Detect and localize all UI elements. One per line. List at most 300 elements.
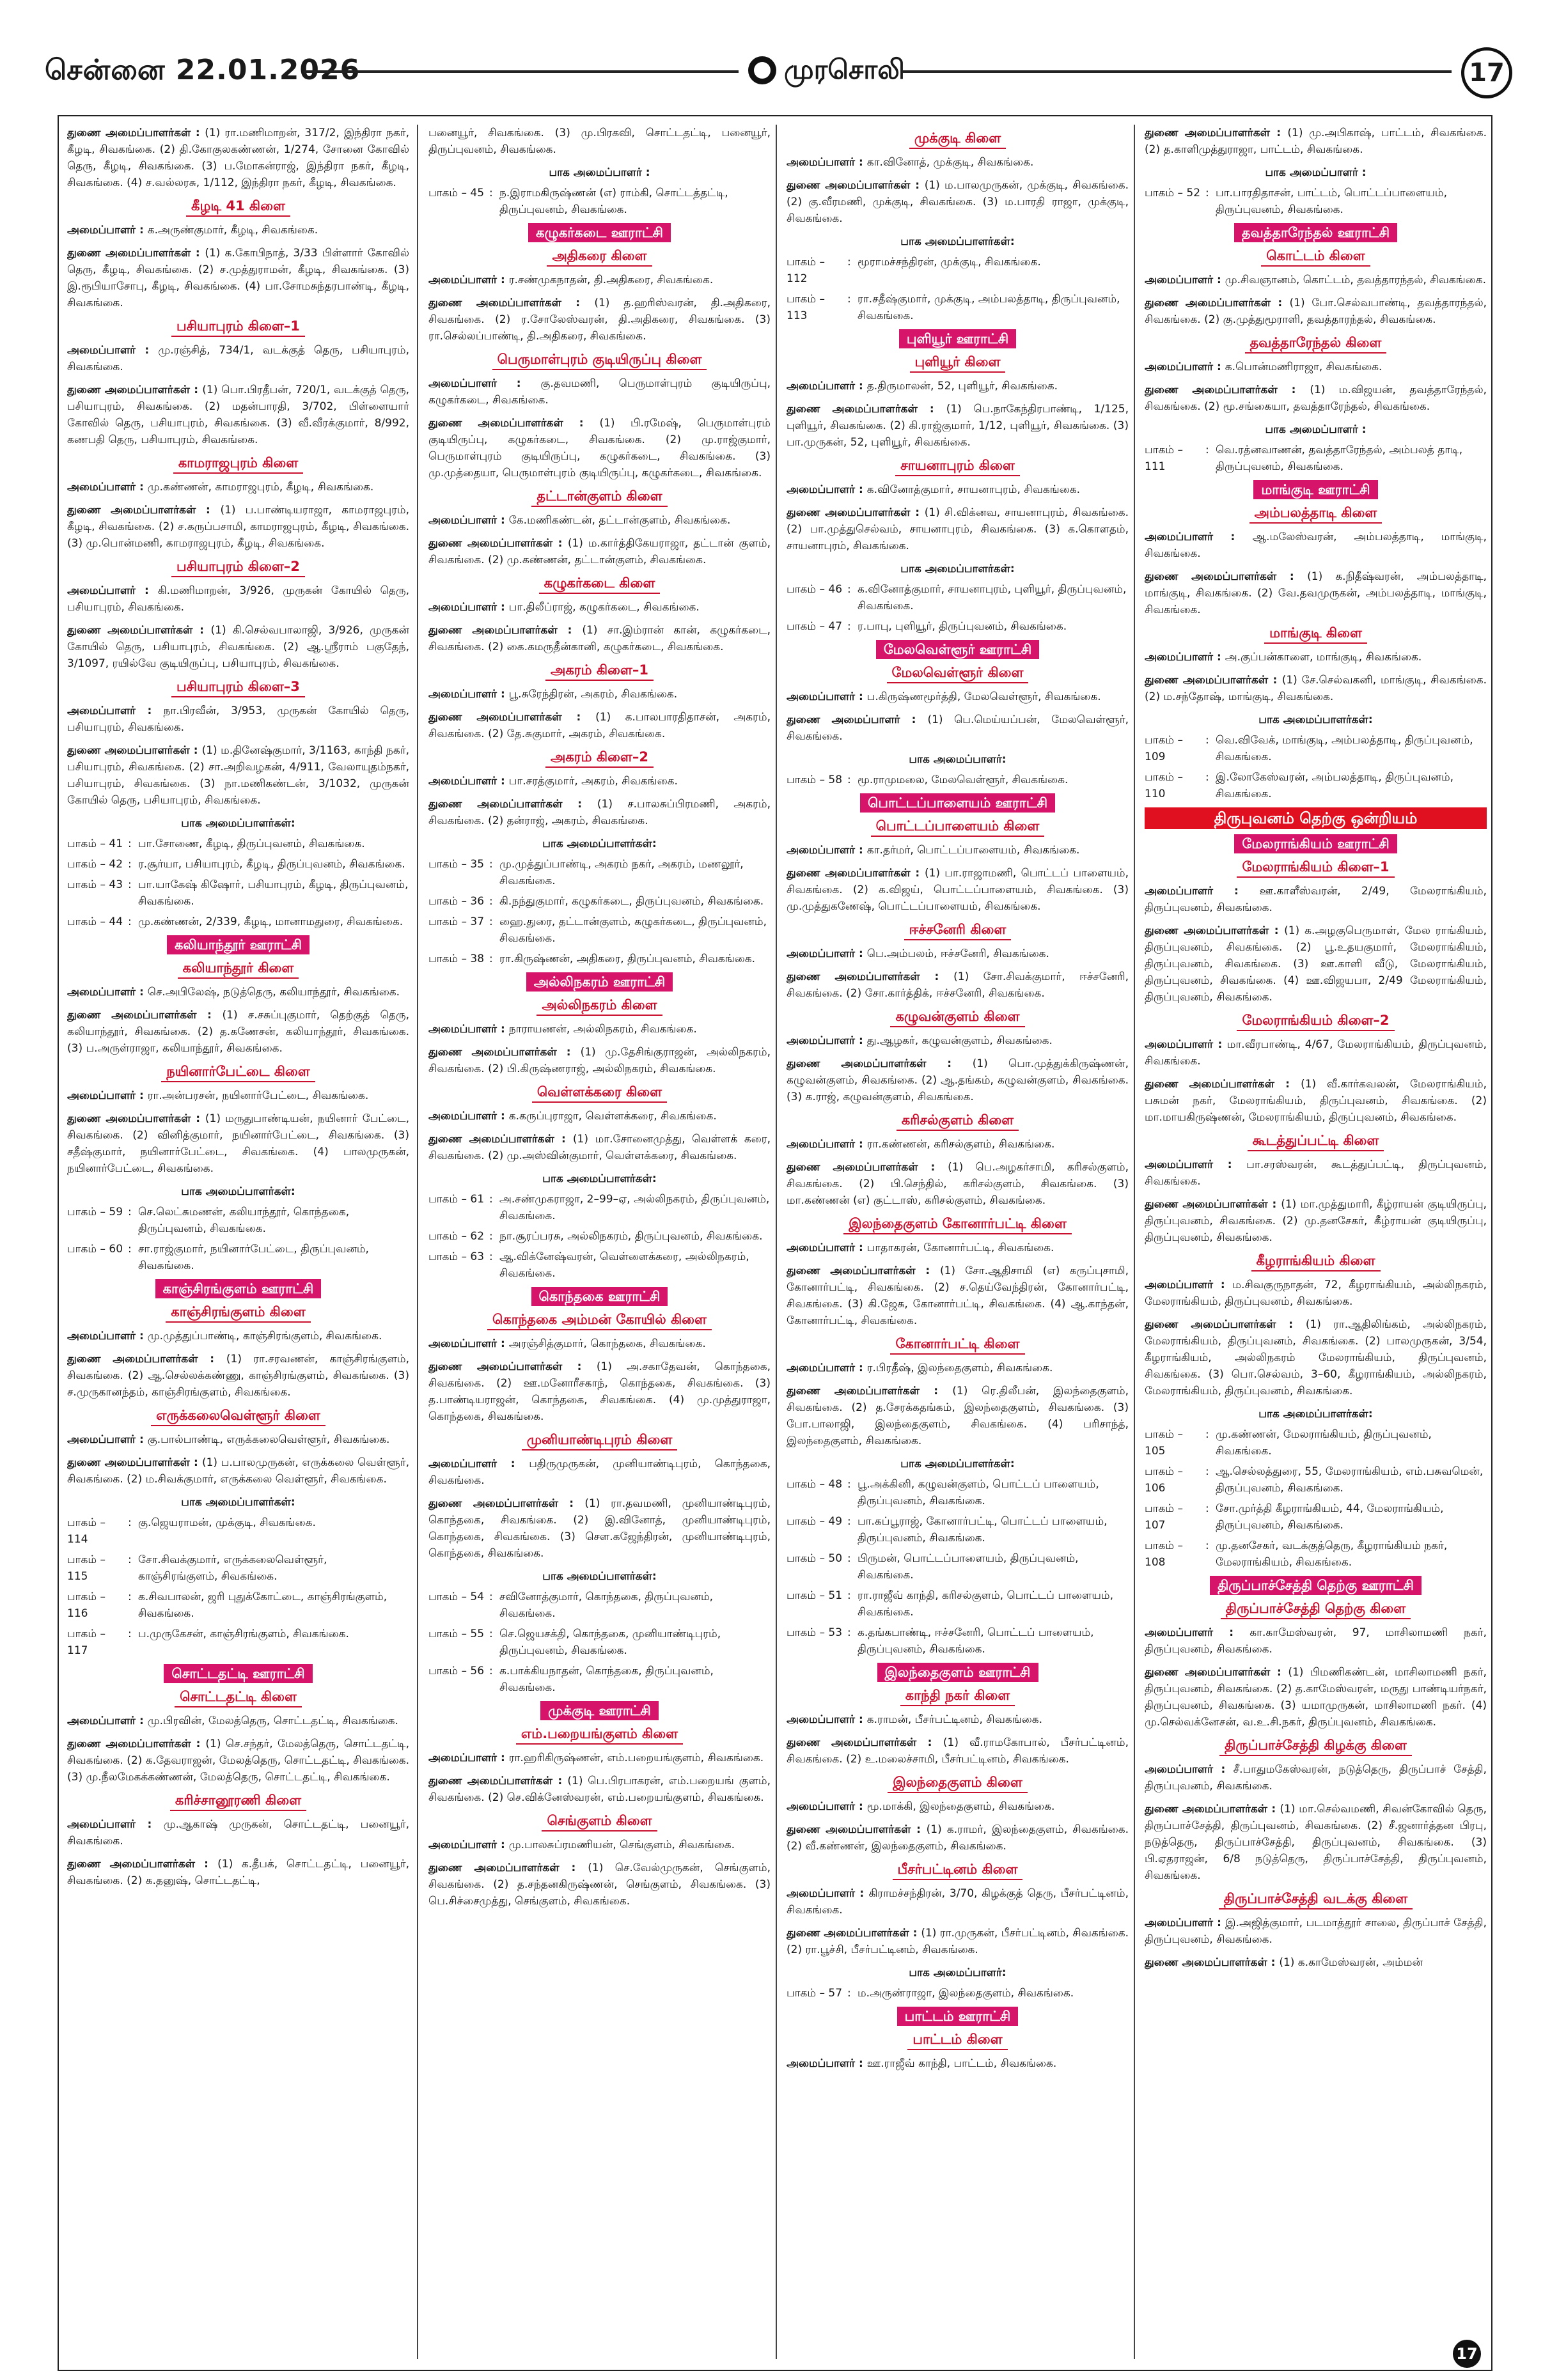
role-label: துணை அமைப்பாளர்கள் — [787, 1927, 909, 1940]
role-separator: : — [855, 1138, 867, 1151]
section-subheading: பாக அமைப்பாளர்கள்: — [1258, 713, 1373, 726]
officer-entry — [67, 1856, 409, 1889]
role-separator: : — [189, 744, 202, 757]
officer-entry — [428, 375, 771, 408]
role-label: துணை அமைப்பாளர்கள் — [428, 1775, 553, 1787]
entry-text: (1) சோ.ஆதிசாமி (எ) கருப்புசாமி, கோனார்பட்டி, சிவகங்கை. (2) ச.தெய்வேந்திரன், கோனார்பட்டி, சிவகங்கை. (3) கி.ஜேசு, கோனார்பட்டி, சிவகங்கை. (4) ஆ.காந்தன், கோனார்பட்டி, சிவகங்கை. — [787, 1264, 1129, 1327]
booth-number: பாகம் – 38 — [428, 953, 485, 965]
role-label: அமைப்பாளர் — [67, 224, 136, 237]
entry-text: பாதாகரன், கோனார்பட்டி, சிவகங்கை. — [866, 1241, 1054, 1254]
entry-text: (1) க.பாலபாரதிதாசன், அகரம், சிவகங்கை. (2) தே.சுகுமார், அகரம், சிவகங்கை. — [428, 711, 771, 740]
entry-text: மு.பிரவின், மேலத்தெரு, சொட்டதட்டி, சிவகங்கை. — [147, 1715, 398, 1727]
booth-number: பாகம் – 108 — [1145, 1539, 1183, 1569]
officer-entry — [787, 504, 1129, 554]
role-label: துணை அமைப்பாளர்கள் — [428, 297, 562, 309]
agent-details: மு.தனசேகர், வடக்குத்தெரு, கீழராங்கியம் நகர், மேலராங்கியம், சிவகங்கை. — [1216, 1539, 1448, 1569]
branch-heading-wrap — [67, 455, 409, 474]
branch-heading: கீழடி 41 கிளை — [186, 198, 290, 217]
role-label: துணை அமைப்பாளர்கள் — [428, 1133, 554, 1146]
role-label: அமைப்பாளர் — [787, 1362, 856, 1374]
officer-entry — [1145, 1156, 1487, 1190]
officer-entry — [428, 1044, 771, 1077]
entry-text: (1) பெ.மெய்யப்பன், மேலவெள்ளூர், சிவகங்கை. — [787, 713, 1129, 743]
officer-entry — [787, 401, 1129, 451]
branch-heading: திருப்பாச்சேத்தி தெற்கு கிளை — [1221, 1600, 1411, 1619]
booth-number: பாகம் – 52 — [1145, 187, 1201, 199]
colon-separator: : — [489, 1250, 493, 1263]
agent-details: பூ.அக்கினி, கழுவன்குளம், பொட்டப் பாளையம், திருப்புவனம், சிவகங்கை. — [858, 1478, 1099, 1507]
agent-details: க.தங்கபாண்டி, ஈச்சனேரி, பொட்டப் பாளையம், திருப்புவனம், சிவகங்கை. — [858, 1626, 1094, 1656]
colon-separator: : — [489, 1193, 493, 1206]
role-label: துணை அமைப்பாளர்கள் — [67, 1112, 191, 1125]
entry-text: (1) சோ.சிவக்குமார், ஈச்சனேரி, சிவகங்கை. (2) சோ.கார்த்திக், ஈச்சனேரி, சிவகங்கை. — [787, 970, 1129, 1000]
entry-text: மு.ரஞ்சித், 734/1, வடக்குத் தெரு, பசியாபுரம், சிவகங்கை. — [67, 344, 409, 373]
panchayat-heading-wrap — [787, 329, 1129, 348]
agent-row — [428, 1589, 771, 1622]
booth-number: பாகம் – 110 — [1145, 771, 1183, 800]
column-3 — [787, 125, 1129, 2359]
branch-heading: தவத்தாரேந்தல் கிளை — [1245, 334, 1387, 354]
role-label: துணை அமைப்பாளர்கள் — [428, 537, 553, 550]
agent-row — [428, 1228, 771, 1245]
officer-entry — [787, 1798, 1129, 1815]
role-separator: : — [557, 624, 583, 637]
panchayat-heading-wrap — [787, 640, 1129, 659]
role-separator: : — [909, 1927, 921, 1940]
role-label: துணை அமைப்பாளர்கள் — [67, 127, 191, 139]
agent-details: பா.சோணை, கீழடி, திருப்புவனம், சிவகங்கை. — [138, 837, 365, 850]
role-label: துணை அமைப்பாளர்கள் — [787, 1736, 917, 1749]
role-separator: : — [855, 1034, 867, 1047]
section-subheading: பாக அமைப்பாளர்: — [909, 1966, 1006, 1979]
branch-heading: கோனார்பட்டி கிளை — [890, 1335, 1024, 1355]
role-separator: : — [194, 1858, 218, 1871]
booth-number: பாகம் – 51 — [787, 1589, 843, 1602]
agent-row — [428, 1191, 771, 1224]
agent-details: க.பாக்கியநாதன், கொந்தகை, திருப்புவனம், சிவகங்கை. — [499, 1665, 714, 1694]
entry-text: மு.பாலசுப்ரமணியன், செங்குளம், சிவகங்கை. — [508, 1839, 735, 1851]
officer-entry — [428, 1456, 771, 1489]
role-label: துணை அமைப்பாளர்கள் — [1145, 570, 1277, 583]
colon-separator: : — [489, 1628, 493, 1640]
branch-heading-wrap — [1145, 859, 1487, 878]
entry-text: (1) கி.செல்வபாலாஜி, 3/926, முருகன் கோயில் தெரு, பசியாபுரம், சிவகங்கை. (2) ஆ.ஸ்ரீராம் பகுதேந், 3/1097, ரயில்வே குடியிருப்பு, பசியாபுரம், சிவகங்கை. — [67, 624, 409, 670]
agent-row — [67, 836, 409, 852]
booth-number: பாகம் – 42 — [67, 858, 123, 871]
role-separator: : — [497, 514, 509, 527]
officer-entry — [428, 1335, 771, 1352]
entry-text: து.ஆழகர், கழுவன்குளம், சிவகங்கை. — [866, 1034, 1053, 1047]
branch-heading: சாயனாபுரம் கிளை — [895, 457, 1020, 476]
colon-separator: : — [128, 1243, 132, 1256]
role-separator: : — [917, 403, 946, 416]
role-separator: : — [855, 1362, 867, 1374]
branch-heading: கரிச்சானூரணி கிளை — [170, 1792, 306, 1811]
agent-row — [787, 1624, 1129, 1658]
role-label: துணை அமைப்பாளர்கள் — [787, 1057, 927, 1070]
role-label: அமைப்பாளர் — [787, 483, 856, 496]
agent-details: சோ.சிவக்குமார், எருக்கலைவெள்ளூர், காஞ்சிரங்குளம், சிவகங்கை. — [138, 1553, 327, 1583]
agent-details: க.வினோத்குமார், சாயனாபுரம், புளியூர், திருப்புவனம், சிவகங்கை. — [858, 583, 1127, 612]
role-label: துணை அமைப்பாளர்கள் — [428, 798, 563, 811]
role-separator: : — [136, 344, 159, 357]
agent-row — [1145, 442, 1487, 475]
panchayat-heading: திருப்பாச்சேத்தி தெற்கு ஊராட்சி — [1210, 1576, 1422, 1595]
agent-row — [428, 893, 771, 910]
branch-heading-wrap — [67, 960, 409, 979]
officer-entry — [67, 1007, 409, 1057]
booth-number: பாகம் – 59 — [67, 1206, 123, 1218]
section-subheading: பாக அமைப்பாளர் : — [549, 166, 650, 179]
branch-heading-wrap — [1145, 625, 1487, 644]
role-label: துணை அமைப்பாளர் — [787, 713, 900, 726]
entry-text: கு.தவமணி, பெருமாள்புரம் குடியிருப்பு, கழுகர்கடை, சிவகங்கை. — [428, 377, 771, 407]
role-separator: : — [1267, 1956, 1280, 1969]
entry-text: (1) ப.பாண்டியராஜா, காமராஜபுரம், கீழடி, சிவகங்கை. (2) ச.கருப்பசாமி, காமராஜபுரம், கீழடி, சிவகங்கை. (3) மு.பொன்மணி, காமராஜபுரம், கீழடி, சிவகங்கை. — [67, 504, 409, 550]
agent-row — [1145, 1426, 1487, 1459]
union-heading-wrap — [1145, 807, 1487, 829]
role-separator: : — [136, 704, 164, 717]
branch-heading: திருப்பாச்சேத்தி வடக்கு கிளை — [1219, 1890, 1413, 1909]
branch-heading: முக்குடி கிளை — [909, 130, 1006, 149]
section-subheading: பாக அமைப்பாளர்கள்: — [181, 1496, 295, 1509]
branch-heading: பாட்டம் கிளை — [907, 2031, 1007, 2050]
branch-heading: அகரம் கிளை–2 — [545, 749, 654, 768]
booth-number: பாகம் – 116 — [67, 1591, 106, 1620]
section-subheading: பாக அமைப்பாளர்கள்: — [542, 837, 657, 850]
branch-heading: கழுவன்குளம் கிளை — [890, 1008, 1024, 1027]
branch-heading: எம்.பறையங்குளம் கிளை — [516, 1725, 683, 1745]
entry-text: (1) க.தீபக், சொட்டதட்டி, பனையூர், சிவகங்கை. (2) க.தனுஷ், சொட்டதட்டி, — [67, 1858, 409, 1887]
role-separator: : — [191, 1738, 206, 1750]
role-separator: : — [918, 1161, 948, 1174]
role-label: துணை அமைப்பாளர்கள் — [67, 384, 190, 396]
colon-separator: : — [489, 1230, 493, 1243]
panchayat-heading: முக்குடி ஊராட்சி — [540, 1701, 659, 1720]
role-separator: : — [191, 247, 205, 260]
colon-separator: : — [128, 1591, 132, 1603]
branch-heading: பசியாபுரம் கிளை–2 — [171, 558, 305, 577]
role-separator: : — [554, 1133, 573, 1146]
colon-separator: : — [847, 1626, 851, 1639]
agent-details: செ.ஜெயசக்தி, கொந்தகை, முனியாண்டிபுரம், திருப்புவனம், சிவகங்கை. — [499, 1628, 721, 1657]
role-label: அமைப்பாளர் — [428, 601, 497, 614]
branch-heading: திருப்பாச்சேத்தி கிழக்கு கிளை — [1219, 1737, 1412, 1756]
officer-entry — [787, 1734, 1129, 1768]
role-separator: : — [190, 384, 203, 396]
officer-entry — [67, 984, 409, 1000]
branch-heading-wrap — [787, 1215, 1129, 1234]
entry-text: கே.மணிகண்டன், தட்டான்குளம், சிவகங்கை. — [508, 514, 731, 527]
branch-heading: காஞ்சிரங்குளம் கிளை — [166, 1303, 310, 1323]
officer-entry — [1145, 1664, 1487, 1731]
booth-number: பாகம் – 114 — [67, 1516, 106, 1546]
role-separator: : — [911, 1823, 927, 1836]
entry-text: நா.பிரவீன், 3/953, முருகன் கோயில் தெரு, பசியாபுரம், சிவகங்கை. — [67, 704, 409, 734]
agent-row — [1145, 1463, 1487, 1497]
role-label: அமைப்பாளர் — [1145, 1038, 1214, 1051]
agent-details: சோ.முர்த்தி கீழராங்கியம், 44, மேலராங்கியம், திருப்புவனம், சிவகங்கை. — [1216, 1502, 1444, 1532]
branch-heading: அல்லிநகரம் கிளை — [537, 997, 662, 1016]
entry-text: (1) ரா.முருகன், பீசர்பட்டினம், சிவகங்கை. (2) ரா.பூச்சி, பீசர்பட்டினம், சிவகங்கை. — [787, 1927, 1129, 1956]
role-label: அமைப்பாளர் — [428, 1110, 497, 1123]
agent-details: ர.சூர்யா, பசியாபுரம், கீழடி, திருப்புவனம், சிவகங்கை. — [138, 858, 405, 871]
branch-heading-wrap — [1145, 1252, 1487, 1272]
role-label: அமைப்பாளர் — [428, 377, 497, 390]
section-subheading: பாக அமைப்பாளர்கள்: — [181, 1185, 295, 1198]
role-label: துணை அமைப்பாளர்கள் — [428, 1862, 560, 1874]
column-divider — [417, 125, 418, 2359]
agent-details: வெ.ரத்னவாணன், தவத்தாரேந்தல், அம்பலத் தாடி, திருப்புவனம், சிவகங்கை. — [1216, 444, 1463, 473]
agent-details: பிருமன், பொட்டப்பாளையம், திருப்புவனம், சிவகங்கை. — [858, 1552, 1079, 1582]
role-label: துணை அமைப்பாளர்கள் — [428, 417, 563, 430]
officer-entry — [428, 1021, 771, 1038]
branch-heading: சொட்டதட்டி கிளை — [175, 1688, 302, 1707]
entry-text: க.பொன்மணிராஜா, சிவகங்கை. — [1225, 361, 1382, 373]
officer-entry — [428, 1358, 771, 1425]
branch-heading: மேலராங்கியம் கிளை–2 — [1237, 1012, 1394, 1031]
booth-number: பாகம் – 117 — [67, 1628, 106, 1657]
agent-row — [428, 1248, 771, 1282]
entry-text: (1) பி.ரமேஷ், பெருமாள்புரம் குடியிருப்பு, கழுகர்கடை, சிவகங்கை. (2) மு.ராஜ்குமார், பெருமாள்புரம் குடியிருப்பு, கழுகர்கடை, சிவகங்கை. (3) மு.முத்தையா, பெருமாள்புரம் குடியிருப்பு, கழுகர்கடை, சிவகங்கை. — [428, 417, 771, 479]
branch-heading: செங்குளம் கிளை — [542, 1812, 657, 1832]
officer-entry — [1145, 883, 1487, 916]
entry-text: (1) க.அழகுபெருமாள், மேல ராங்கியம், திருப்புவனம், சிவகங்கை. (2) பூ.உதயகுமார், மேலராங்கியம், திருப்புவனம், சிவகங்கை. (3) ஊ.காளி வீடு, மேலராங்கியம், திருப்புவனம், சிவகங்கை. (4) ஊ.விஜயபா, 2/49 மேலராங்கியம், திருப்புவனம், சிவகங்கை. — [1145, 924, 1487, 1004]
entry-text: (1) போ.செல்வபாண்டி, தவத்தாரந்தல், சிவகங்கை. (2) கு.முத்துமூராளி, தவத்தாரந்தல், சிவகங்கை. — [1145, 297, 1487, 326]
role-separator: : — [1213, 651, 1225, 664]
role-label: துணை அமைப்பாளர்கள் — [67, 744, 190, 757]
role-label: அமைப்பாளர் — [67, 986, 136, 999]
branch-heading-wrap — [428, 997, 771, 1016]
branch-heading-wrap — [67, 558, 409, 577]
agent-details: செ.லெட்சுமணன், கலியாந்தூர், கொந்தகை, திருப்புவனம், சிவகங்கை. — [138, 1206, 350, 1235]
entry-text: மு.ஆகாஷ் முருகன், சொட்டதட்டி, பனையூர், சிவகங்கை. — [67, 1818, 409, 1847]
role-label: அமைப்பாளர் — [428, 775, 497, 788]
branch-heading-wrap — [787, 130, 1129, 149]
officer-entry — [428, 622, 771, 655]
role-separator: : — [497, 1337, 509, 1350]
role-separator: : — [191, 127, 205, 139]
entry-text: ர.பிரதீஷ், இலந்தைகுளம், சிவகங்கை. — [866, 1362, 1053, 1374]
role-separator: : — [1268, 674, 1282, 687]
role-label: அமைப்பாளர் — [67, 1818, 136, 1831]
officer-entry — [787, 712, 1129, 745]
officer-entry — [428, 1108, 771, 1124]
officer-entry — [67, 703, 409, 736]
role-separator: : — [1270, 1666, 1288, 1679]
booth-number: பாகம் – 107 — [1145, 1502, 1183, 1532]
officer-entry — [787, 1885, 1129, 1918]
officer-entry — [787, 865, 1129, 915]
panchayat-heading-wrap — [1145, 480, 1487, 499]
entry-text: (1) பெ.நாகேந்திரபாண்டி, 1/125, புளியூர், சிவகங்கை. (2) கி.ராஜ்குமார், 1/12, புளியூர், சிவகங்கை. (3) பா.முருகன், 52, புளியூர், சிவகங்கை. — [787, 403, 1129, 449]
agent-row — [67, 876, 409, 910]
colon-separator: : — [1205, 771, 1209, 784]
role-separator: : — [497, 377, 541, 390]
entry-text: க.அருண்குமார், கீழடி, சிவகங்கை. — [147, 224, 318, 237]
entry-text: (1) அ.சகாதேவன், கொந்தகை, சிவகங்கை. (2) ஊ.மனோரீசகாந், கொந்தகை, சிவகங்கை. (3) த.பாண்டியராஜன், கொந்தகை, சிவகங்கை. (4) மு.முத்துராஜா, கொந்தகை, சிவகங்கை. — [428, 1360, 771, 1423]
panchayat-heading-wrap — [428, 972, 771, 992]
role-label: துணை அமைப்பாளர்கள் — [787, 867, 911, 880]
officer-entry — [428, 796, 771, 829]
entry-text: பெ.அம்பலம், ஈச்சனேரி, சிவகங்கை. — [866, 947, 1049, 960]
role-separator: : — [497, 1839, 509, 1851]
role-label: அமைப்பாளர் — [67, 1330, 136, 1342]
colon-separator: : — [489, 1591, 493, 1603]
booth-number: பாகம் – 50 — [787, 1552, 843, 1565]
colon-separator: : — [128, 1516, 132, 1529]
branch-heading-wrap — [428, 575, 771, 594]
officer-entry — [1145, 922, 1487, 1006]
branch-heading: பெருமாள்புரம் குடியிருப்பு கிளை — [492, 351, 707, 370]
booth-number: பாகம் – 61 — [428, 1193, 485, 1206]
role-separator: : — [855, 947, 867, 960]
role-separator: : — [1213, 1279, 1233, 1291]
branch-heading-wrap — [1145, 504, 1487, 524]
role-separator: : — [497, 775, 509, 788]
officer-entry — [787, 688, 1129, 705]
role-label: அமைப்பாளர் — [67, 481, 136, 494]
role-separator: : — [855, 844, 867, 857]
officer-entry — [67, 479, 409, 495]
entry-text: (1) ரா.மணிமாறன், 317/2, இந்திரா நகர், கீழடி, சிவகங்கை. (2) தி.கோகுலகண்ணன், 1/274, சோனை கோவில் தெரு, கீழடி, சிவகங்கை. (3) ப.மோகன்ராஜ், இந்திரா நகர், கீழடி, சிவகங்கை. (4) ச.வல்லரசு, 1/112, இந்திரா நகர், கீழடி, சிவகங்கை. — [67, 127, 409, 189]
officer-entry — [787, 1360, 1129, 1376]
entry-text: பனையூர், சிவகங்கை. (3) மு.பிரகவி, சொட்டதட்டி, பனையூர், திருப்புவனம், சிவகங்கை. — [428, 127, 771, 156]
section-subheading: பாக அமைப்பாளர்கள்: — [542, 1172, 657, 1185]
branch-heading-wrap — [1145, 247, 1487, 267]
branch-heading-wrap — [428, 749, 771, 768]
entry-text: மா.வீரபாண்டி, 4/67, மேலராங்கியம், திருப்புவனம், சிவகங்கை. — [1145, 1038, 1487, 1068]
branch-heading-wrap — [787, 457, 1129, 476]
agent-details: ஹை.துரை, தட்டான்குளம், கழுகர்கடை, திருப்புவனம், சிவகங்கை. — [499, 915, 767, 945]
role-separator: : — [900, 713, 928, 726]
role-separator: : — [136, 986, 148, 999]
role-label: அமைப்பாளர் — [787, 690, 856, 703]
officer-entry — [787, 945, 1129, 962]
page-number-badge: 17 — [1461, 47, 1512, 98]
branch-heading: கழுகர்கடை கிளை — [539, 575, 661, 594]
role-separator: : — [559, 1862, 588, 1874]
officer-entry — [428, 1837, 771, 1853]
agent-row — [787, 254, 1129, 287]
officer-entry — [787, 968, 1129, 1002]
entry-text: ரா.அன்பரசன், நயினார்பேட்டை, சிவகங்கை. — [147, 1089, 369, 1102]
officer-entry — [67, 1736, 409, 1785]
entry-text: (1) செ.சந்தர், மேலத்தெரு, சொட்டதட்டி, சிவகங்கை. (2) க.தேவராஜன், மேலத்தெரு, சொட்டதட்டி, சிவகங்கை. (3) மு.நீலமேகக்கண்ணன், மேலத்தெரு, சொட்டதட்டி, சிவகங்கை. — [67, 1738, 409, 1784]
entry-text: (1) க.நிதீஷ்வரன், அம்பலத்தாடி, மாங்குடி, சிவகங்கை. (2) வே.தவமுருகன், அம்பலத்தாடி, மாங்குடி, சிவகங்கை. — [1145, 570, 1487, 616]
section-subheading: பாக அமைப்பாளர் : — [1265, 423, 1367, 436]
colon-separator: : — [847, 1589, 851, 1602]
panchayat-heading: பாட்டம் ஊராட்சி — [897, 2007, 1019, 2026]
entry-text: (1) ரெ.திலீபன், இலந்தைகுளம், சிவகங்கை. (2) த.சேரக்கதங்கம், இலந்தைகுளம், சிவகங்கை. (3) போ.பாலாஜி, இலந்தைகுளம், சிவகங்கை. (4) பரிசாந்த், இலந்தைகுளம், சிவகங்கை. — [787, 1385, 1129, 1447]
role-separator: : — [1213, 1158, 1247, 1171]
role-separator: : — [915, 1264, 940, 1277]
role-label: அமைப்பாளர் — [1145, 885, 1214, 898]
officer-entry — [67, 222, 409, 238]
branch-heading-wrap — [1145, 1012, 1487, 1031]
agent-details: மு.கண்ணன், 2/339, கீழடி, மானாமதுரை, சிவகங்கை. — [138, 915, 403, 928]
branch-heading-wrap — [428, 488, 771, 507]
role-separator: : — [926, 1057, 973, 1070]
colon-separator: : — [1205, 1502, 1209, 1515]
role-label: அமைப்பாளர் — [428, 1839, 497, 1851]
branch-heading: எருக்கலைவெள்ளூர் கிளை — [151, 1407, 325, 1426]
branch-heading: இலந்தைகுளம் கிளை — [888, 1774, 1028, 1793]
colon-separator: : — [847, 1515, 851, 1528]
masthead-rule-left — [304, 70, 739, 73]
officer-entry — [67, 1328, 409, 1344]
role-label: அமைப்பாளர் — [787, 1138, 856, 1151]
agent-row — [1145, 769, 1487, 802]
branch-heading-wrap — [428, 1812, 771, 1832]
role-label: துணை அமைப்பாளர்கள் — [428, 711, 562, 724]
branch-heading: அம்பலத்தாடி கிளை — [1249, 504, 1382, 524]
role-label: அமைப்பாளர் — [67, 344, 136, 357]
colon-separator: : — [847, 1552, 851, 1565]
role-separator: : — [1277, 384, 1310, 396]
role-label: துணை அமைப்பாளர்கள் — [1145, 1803, 1268, 1816]
branch-heading-wrap — [67, 1688, 409, 1707]
entry-text: (1) ம.பாலமுருகன், முக்குடி, சிவகங்கை. (2) கு.வீரமணி, முக்குடி, சிவகங்கை. (3) ம.பாரதி ராஜா, முக்குடி, சிவகங்கை. — [787, 179, 1129, 225]
branch-heading-wrap — [67, 1063, 409, 1082]
branch-heading-wrap — [787, 921, 1129, 940]
branch-heading: அதிகரை கிளை — [547, 247, 652, 267]
role-label: அமைப்பாளர் — [787, 1887, 856, 1900]
role-label: துணை அமைப்பாளர்கள் — [1145, 127, 1271, 139]
agent-row — [67, 1514, 409, 1548]
officer-entry — [67, 1087, 409, 1104]
role-separator: : — [855, 690, 867, 703]
entry-text: கா.காமேஸ்வரன், 97, மாசிலாமணி நகர், திருப்புவனம், சிவகங்கை. — [1145, 1626, 1487, 1656]
agent-details: ம.அருண்ராஜா, இலந்தைகுளம், சிவகங்கை. — [858, 1987, 1074, 2000]
officer-entry — [787, 1032, 1129, 1049]
role-separator: : — [1269, 924, 1285, 937]
role-label: துணை அமைப்பாளர்கள் — [67, 1009, 197, 1022]
booth-number: பாகம் – 105 — [1145, 1428, 1183, 1458]
panchayat-heading: அல்லிநகரம் ஊராட்சி — [526, 972, 673, 992]
role-label: அமைப்பாளர் — [67, 1089, 136, 1102]
agent-details: மூ.ராமுமலை, மேலவெள்ளூர், சிவகங்கை. — [858, 774, 1069, 786]
role-separator: : — [136, 1433, 148, 1446]
colon-separator: : — [489, 915, 493, 928]
role-label: அமைப்பாளர் — [428, 1337, 497, 1350]
agent-details: ரா.கிருஷ்ணன், அதிகரை, திருப்புவனம், சிவகங்கை. — [499, 953, 756, 965]
entry-text: (1) ச.சசுப்புகுமார், தெற்குத் தெரு, கலியாந்தூர், சிவகங்கை. (2) த.கணேசன், கலியாந்தூர், சிவகங்கை. (3) ப.அருள்ராஜா, கலியாந்தூர், சிவகங்கை. — [67, 1009, 409, 1055]
role-label: அமைப்பாளர் — [67, 1715, 136, 1727]
role-separator: : — [191, 1112, 205, 1125]
booth-number: பாகம் – 48 — [787, 1478, 843, 1491]
colon-separator: : — [847, 620, 851, 633]
panchayat-heading: மேலராங்கியம் ஊராட்சி — [1234, 834, 1397, 853]
entry-text: க.கருப்புராஜா, வெள்ளக்கரை, சிவகங்கை. — [508, 1110, 717, 1123]
booth-number: பாகம் – 63 — [428, 1250, 485, 1263]
role-label: துணை அமைப்பாளர்கள் — [428, 624, 558, 637]
branch-heading: மேலவெள்ளூர் கிளை — [887, 664, 1029, 683]
role-label: துணை அமைப்பாளர்கள் — [67, 1456, 190, 1469]
colon-separator: : — [128, 915, 132, 928]
colon-separator: : — [1205, 734, 1209, 747]
entry-text: பா.சரஸ்வரன், கூடத்துப்பட்டி, திருப்புவனம், சிவகங்கை. — [1145, 1158, 1487, 1188]
branch-heading-wrap — [787, 1687, 1129, 1706]
booth-number: பாகம் – 57 — [787, 1987, 843, 2000]
panchayat-heading-wrap — [428, 1701, 771, 1720]
role-separator: : — [196, 504, 221, 517]
officer-entry — [787, 1383, 1129, 1449]
entry-text: (1) த.ஹரிஸ்வரன், தி.அதிகரை, சிவகங்கை. (2) ர.சோலேஸ்வரன், தி.அதிகரை, சிவகங்கை. (3) ரா.செல்லப்பாண்டி, தி.அதிகரை, சிவகங்கை. — [428, 297, 771, 343]
role-label: அமைப்பாளர் — [1145, 1279, 1214, 1291]
branch-heading: கலியாந்தூர் கிளை — [178, 960, 299, 979]
column-1 — [67, 125, 409, 2359]
